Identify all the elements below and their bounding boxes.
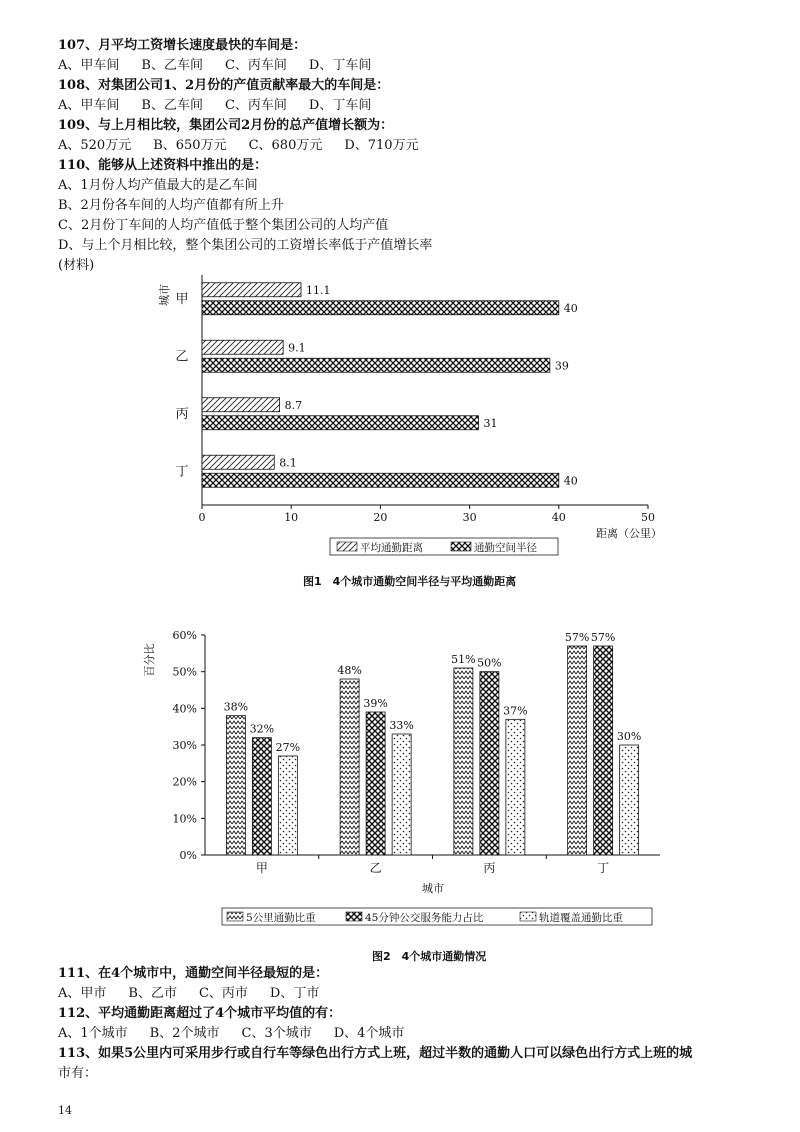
option-d: D、丁市 [269,986,320,1001]
chart-1-bar [202,398,280,412]
question-113-stem-continued: 市有： [58,1066,98,1081]
chart-2-bar [366,712,385,855]
option-c: C、3个城市 [241,1026,312,1041]
chart-2-bar [620,745,639,855]
chart-2-y-tick-label: 30% [172,739,197,752]
chart-2-bar [278,756,297,855]
chart-2-title: 图2 4个城市通勤情况 [372,950,487,963]
chart-2-legend-swatch-rail [520,912,536,921]
chart-2-data-label: 33% [389,719,414,732]
chart-2-vertical-bar [0,620,800,940]
chart-1-data-label: 40 [563,301,578,315]
chart-1-x-tick-label: 30 [462,511,477,524]
question-109-options [58,136,441,156]
chart-1-bar [202,416,479,430]
chart-1-legend-swatch-radius [451,542,471,551]
chart-1-data-label: 9.1 [288,341,306,355]
chart-2-data-label: 32% [249,722,275,736]
chart-1-legend-label-radius: 通勤空间半径 [474,542,537,554]
chart-1-data-label: 8.1 [279,456,297,470]
option-b: B、2个城市 [149,1026,220,1041]
page-number: 14 [58,1104,72,1117]
option-a: A、甲车间 [58,98,120,113]
question-111-stem: 111、在4个城市中，通勤空间半径最短的是： [58,966,329,981]
option-a: A、520万元 [58,138,132,153]
chart-1-data-label: 31 [483,416,498,430]
chart-1-y-axis-label: 城市 [158,284,171,306]
question-110-option-d: D、与上个月相比较，整个集团公司的工资增长率低于产值增长率 [58,238,433,253]
chart-2-bar [506,719,525,855]
chart-1-x-axis-label: 距离（公里） [596,527,662,540]
option-d: D、丁车间 [308,58,372,73]
chart-2-bar [594,646,613,855]
chart-1-data-label: 11.1 [306,283,331,297]
question-109-stem: 109、与上月相比较，集团公司2月份的总产值增长额为： [58,118,394,133]
option-b: B、乙车间 [141,98,203,113]
question-111-options [58,984,341,1004]
chart-2-bar [226,716,245,855]
chart-1-bar [202,358,550,372]
option-d: D、丁车间 [308,98,372,113]
chart-2-legend-swatch-5km [227,912,243,921]
chart-2-category-label: 甲 [255,861,268,875]
chart-2-data-label: 38% [223,700,249,714]
question-108-stem: 108、对集团公司1、2月份的产值贡献率最大的车间是： [58,78,390,93]
chart-1-data-label: 8.7 [284,398,303,412]
chart-1-bar [202,283,301,297]
question-107-stem: 107、月平均工资增长速度最快的车间是： [58,38,307,53]
chart-2-data-label: 30% [616,730,642,743]
chart-1-bar [202,455,274,469]
chart-2-legend-label-5km: 5公里通勤比重 [246,912,316,924]
chart-2-y-axis-label: 百分比 [143,643,156,677]
chart-2-y-tick-label: 10% [172,812,197,826]
question-112-stem: 112、平均通勤距离超过了4个城市平均值的有： [58,1006,342,1021]
question-110-stem: 110、能够从上述资料中推出的是： [58,158,268,173]
chart-1-x-tick-label: 0 [198,511,206,524]
chart-2-category-label: 丙 [483,861,496,875]
chart-1-category-label: 丁 [175,464,189,480]
option-a: A、甲车间 [58,58,120,73]
chart-1-legend-swatch-avg [337,542,357,551]
chart-1-category-label: 乙 [175,349,189,365]
chart-2-x-axis-label: 城市 [422,882,444,895]
option-b: B、乙车间 [141,58,203,73]
chart-2-data-label: 57% [564,631,590,644]
chart-2-y-tick-label: 60% [172,629,197,642]
question-110-option-c: C、2月份丁车间的人均产值低于整个集团公司的人均产值 [58,218,389,233]
option-c: C、丙车间 [224,58,287,73]
question-110-option-b: B、2月份各车间的人均产值都有所上升 [58,198,284,213]
chart-1-data-label: 40 [563,474,578,488]
option-b: B、650万元 [153,138,227,153]
question-107-options [58,56,393,76]
chart-1-bar [202,301,559,315]
chart-2-data-label: 57% [590,631,616,644]
chart-2-category-label: 乙 [369,861,382,875]
chart-2-data-label: 51% [451,653,476,666]
chart-2-data-label: 50% [477,656,502,670]
option-c: C、680万元 [248,138,323,153]
chart-2-legend-swatch-bus [346,912,362,921]
option-c: C、丙车间 [224,98,287,113]
chart-1-x-tick-label: 50 [641,511,655,524]
chart-1-x-tick-label: 20 [373,511,388,524]
question-110-option-a: A、1月份人均产值最大的是乙车间 [58,178,258,193]
option-a: A、1个城市 [58,1026,128,1041]
option-d: D、4个城市 [333,1026,405,1041]
option-c: C、丙市 [198,986,248,1001]
chart-2-bar [454,668,473,855]
chart-1-category-label: 甲 [175,291,189,307]
chart-1-title: 图1 4个城市通勤空间半径与平均通勤距离 [303,575,517,588]
material-label: (材料) [58,258,95,273]
chart-2-bar [340,679,359,855]
chart-2-data-label: 27% [275,741,301,754]
chart-1-bar [202,473,559,487]
chart-2-bar [568,646,587,855]
chart-2-bar [392,734,411,855]
chart-1-x-tick-label: 40 [551,511,566,524]
chart-2-bar [480,672,499,855]
chart-2-legend-label-bus: 45分钟公交服务能力占比 [365,912,484,924]
chart-1-bar [202,340,283,354]
chart-1-horizontal-bar [0,270,800,600]
option-b: B、乙市 [128,986,177,1001]
option-d: D、710万元 [344,138,419,153]
chart-1-legend-label-avg: 平均通勤距离 [360,542,423,554]
chart-2-legend-label-rail: 轨道覆盖通勤比重 [539,912,623,924]
chart-2-category-label: 丁 [597,861,610,875]
chart-1-x-tick-label: 10 [284,511,299,524]
chart-2-data-label: 39% [363,697,388,710]
chart-2-bar [252,738,271,855]
chart-2-y-tick-label: 40% [172,702,197,716]
question-112-options [58,1024,426,1044]
chart-1-category-label: 丙 [175,406,189,422]
chart-2-y-tick-label: 0% [179,849,197,862]
chart-2-y-tick-label: 50% [172,665,197,679]
question-108-options [58,96,393,116]
question-113-stem: 113、如果5公里内可采用步行或自行车等绿色出行方式上班，超过半数的通勤人口可以绿色出行方式上班的城 [58,1046,693,1061]
chart-2-data-label: 48% [337,664,362,677]
option-a: A、甲市 [58,986,107,1001]
chart-2-data-label: 37% [503,704,528,718]
chart-1-data-label: 39 [554,359,569,373]
chart-2-y-tick-label: 20% [172,775,197,789]
